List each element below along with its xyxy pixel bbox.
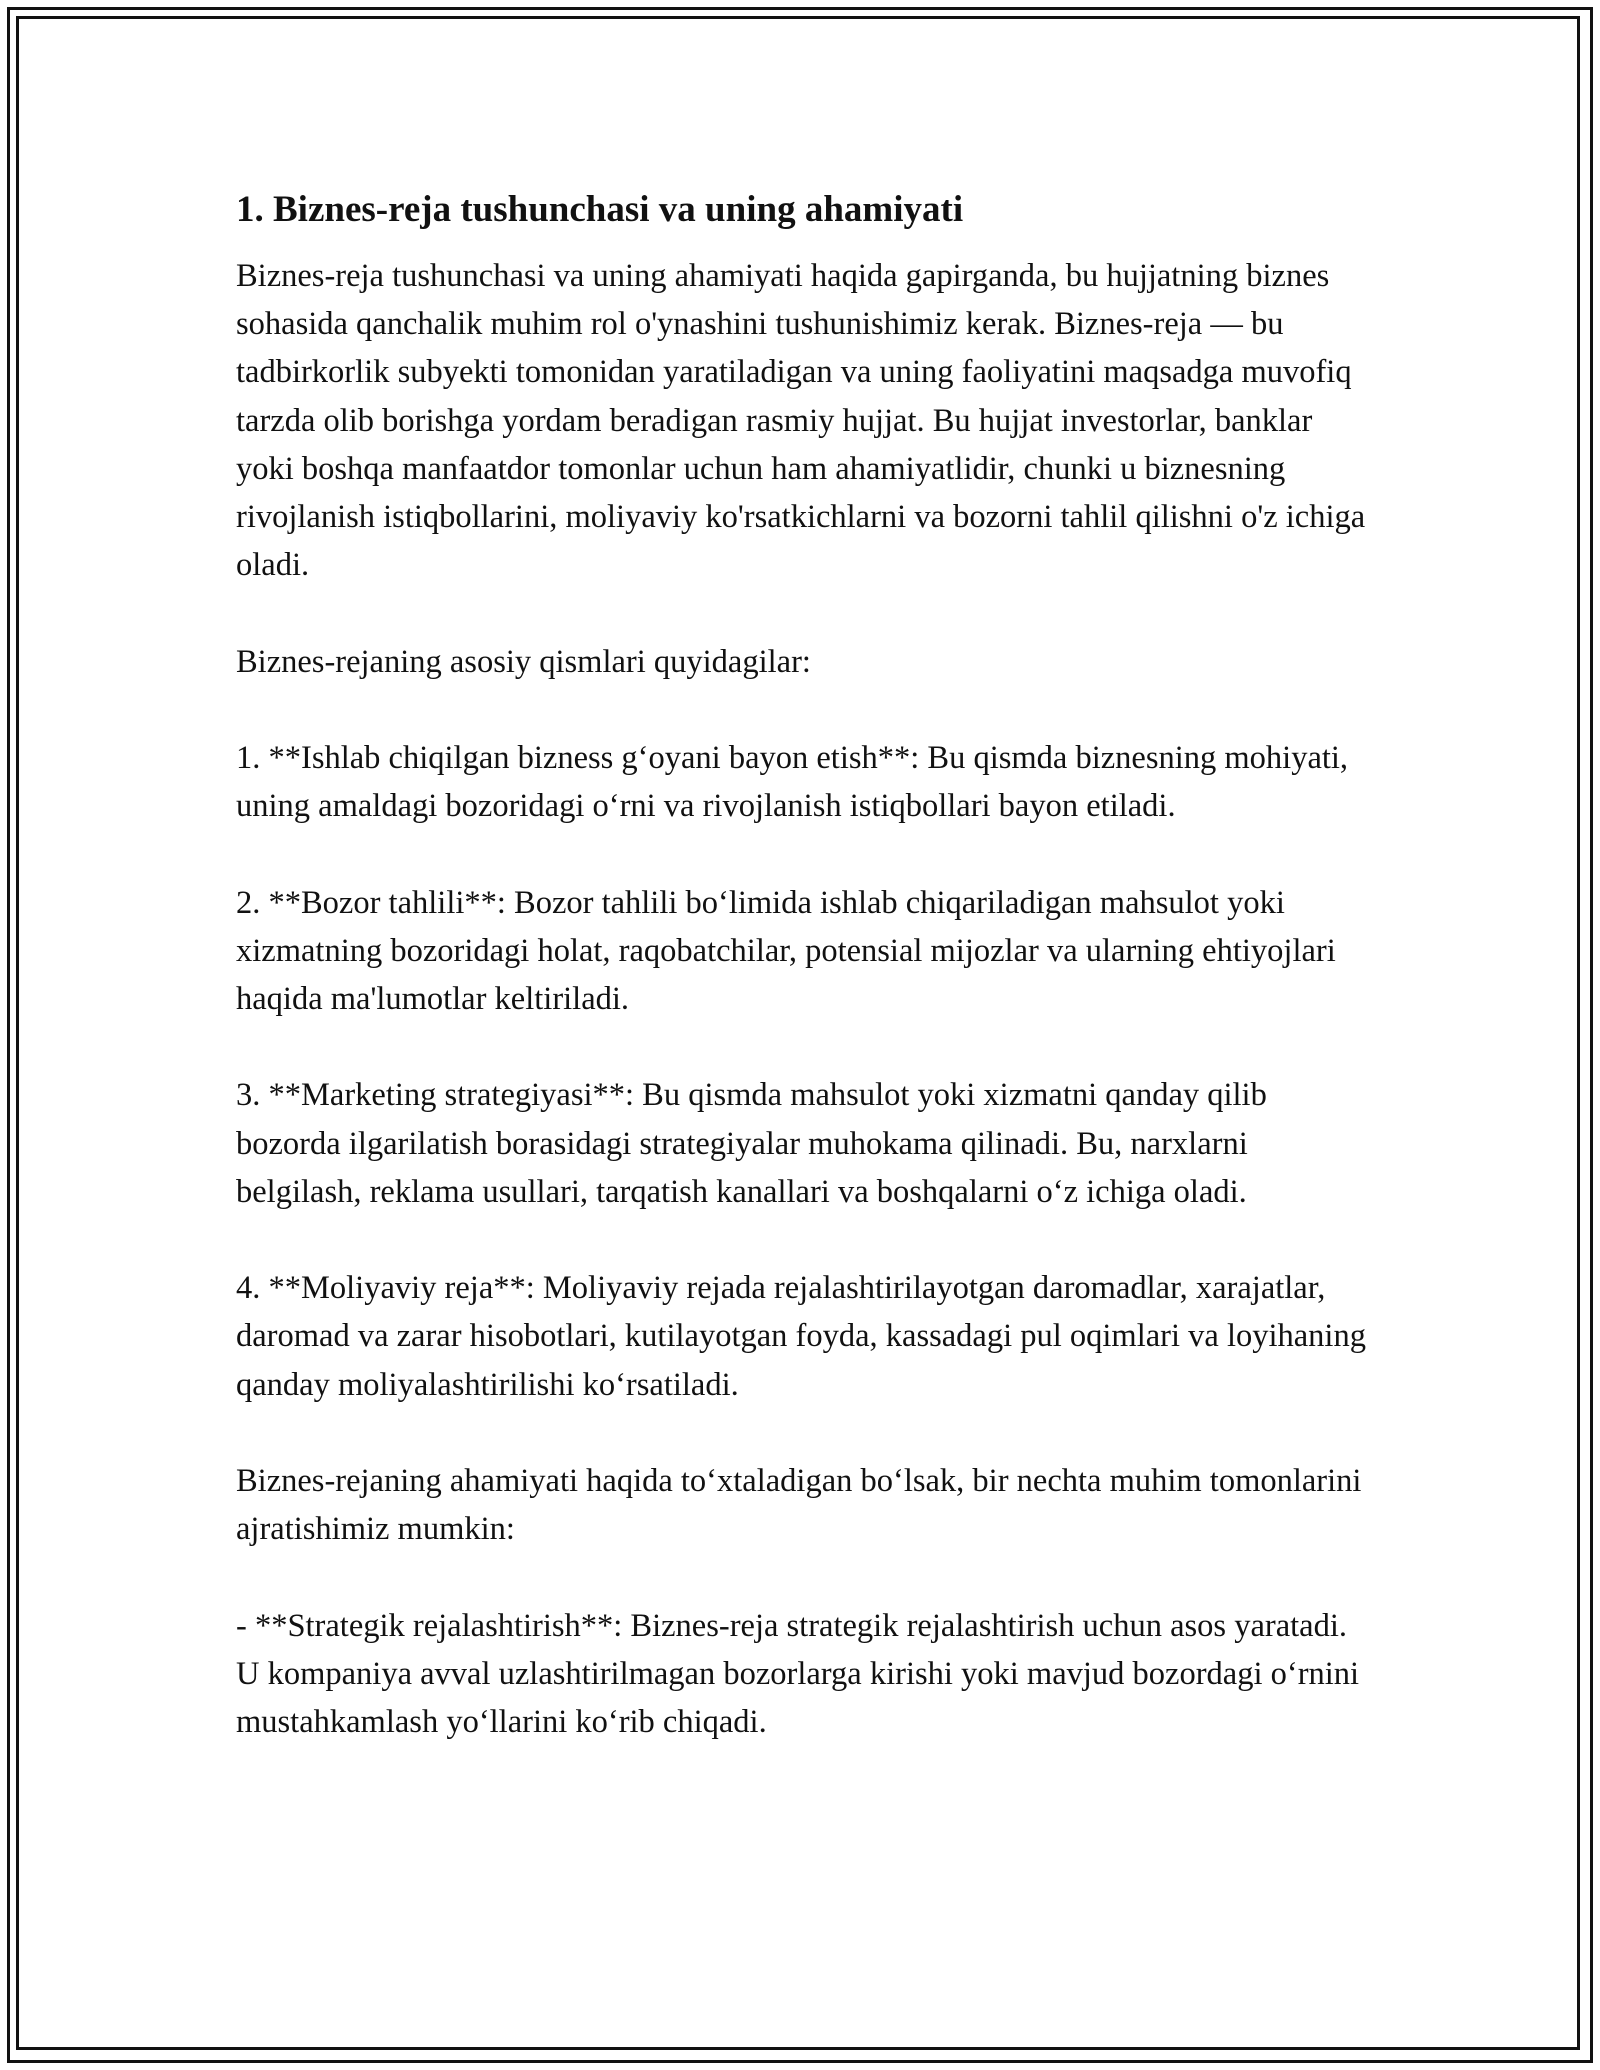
bullet-strategic-planning: - **Strategik rejalashtirish**: Biznes-reja strategik rejalashtirish uchun asos yaratadi. U kompaniya avval uzlashtirilmagan bozorlarga kirishi yoki mavjud bozordagi o‘rnini mustahkamlash yo‘llarini ko‘rib chiqadi. bbox=[236, 1607, 1360, 1740]
list-item-financial-plan: 4. **Moliyaviy reja**: Moliyaviy rejada rejalashtirilayotgan daromadlar, xarajatlar, daromad va zarar hisobotlari, kutilayotgan foyda, kassadagi pul oqimlari va loyihaning qanday moliyalashtirilishi ko‘rsatiladi. bbox=[236, 1270, 1366, 1403]
intro-paragraph: Biznes-reja tushunchasi va uning ahamiyati haqida gapirganda, bu hujjatning biznes sohasida qanchalik muhim rol o'ynashini tushunishimiz kerak. Biznes-reja — bu tadbirkorlik subyekti tomonidan yaratiladigan va uning faoliyatini maqsadga muvofiq tarzda olib borishga yordam beradigan rasmiy hujjat. Bu hujjat investorlar, banklar yoki boshqa manfaatdor tomonlar uchun ham ahamiyatlidir, chunki u biznesning rivojlanish istiqbollarini, moliyaviy ko'rsatkichlarni va bozorni tahlil qilishni o'z ichiga oladi. bbox=[236, 258, 1366, 584]
document-body bbox=[236, 186, 1376, 1794]
section-heading: 1. Biznes-reja tushunchasi va uning ahamiyati bbox=[236, 189, 964, 230]
list-item-idea: 1. **Ishlab chiqilgan bizness g‘oyani bayon etish**: Bu qismda biznesning mohiyati, uning amaldagi bozoridagi o‘rni va rivojlanish istiqbollari bayon etiladi. bbox=[236, 740, 1349, 825]
importance-intro-paragraph: Biznes-rejaning ahamiyati haqida to‘xtaladigan bo‘lsak, bir nechta muhim tomonlarini ajratishimiz mumkin: bbox=[236, 1462, 1362, 1548]
parts-intro-paragraph: Biznes-rejaning asosiy qismlari quyidagilar: bbox=[236, 643, 811, 680]
list-item-market-analysis: 2. **Bozor tahlili**: Bozor tahlili bo‘limida ishlab chiqariladigan mahsulot yoki xizmatning bozoridagi holat, raqobatchilar, potensial mijozlar va ularning ehtiyojlari haqida ma'lumotlar keltiriladi. bbox=[236, 884, 1336, 1017]
list-item-marketing-strategy: 3. **Marketing strategiyasi**: Bu qismda mahsulot yoki xizmatni qanday qilib bozorda ilgarilatish borasidagi strategiyalar muhokama qilinadi. Bu, narxlarni belgilash, reklama usullari, tarqatish kanallari va boshqalarni o‘z ichiga oladi. bbox=[236, 1077, 1267, 1210]
